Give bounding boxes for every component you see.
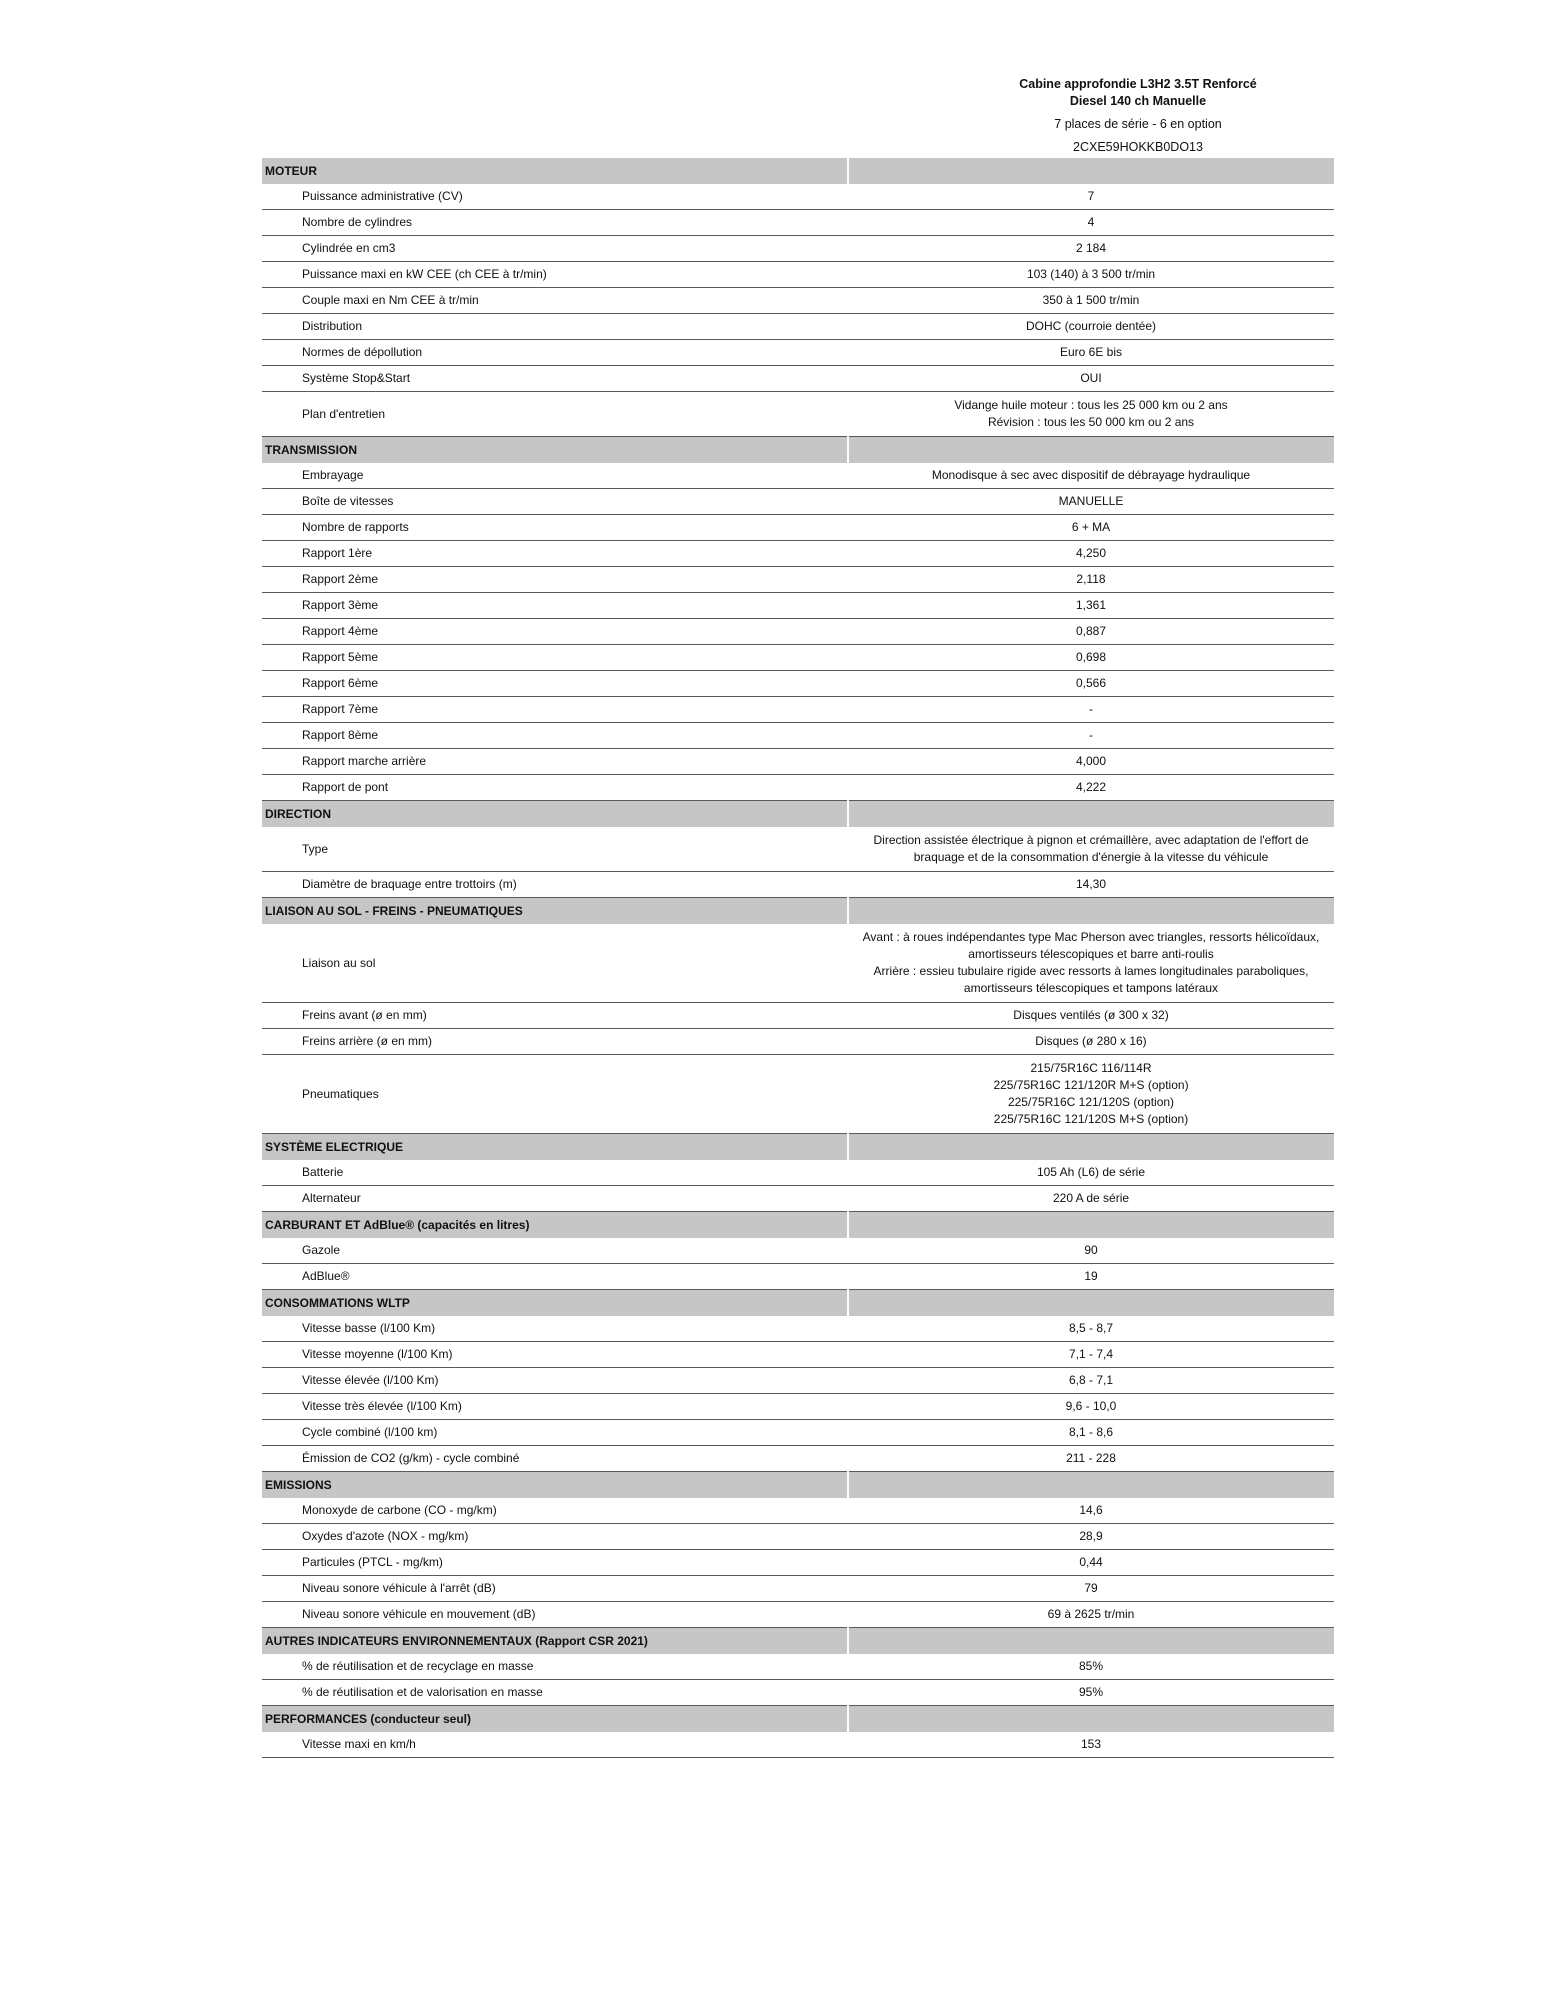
spec-label: Freins arrière (ø en mm)	[262, 1029, 848, 1055]
spec-value: Disques (ø 280 x 16)	[848, 1029, 1334, 1055]
section-header	[262, 898, 1334, 925]
spec-value: 0,887	[848, 619, 1334, 645]
spec-label: Rapport 2ème	[262, 567, 848, 593]
spec-label: Freins avant (ø en mm)	[262, 1003, 848, 1029]
spec-row	[262, 1003, 1334, 1029]
spec-label: Puissance administrative (CV)	[262, 184, 848, 210]
spec-label: Gazole	[262, 1238, 848, 1264]
spec-value: 350 à 1 500 tr/min	[848, 288, 1334, 314]
spec-value: 8,1 - 8,6	[848, 1420, 1334, 1446]
spec-value: Monodisque à sec avec dispositif de débrayage hydraulique	[848, 463, 1334, 489]
spec-label: Liaison au sol	[262, 924, 848, 1003]
spec-label: Diamètre de braquage entre trottoirs (m)	[262, 872, 848, 898]
spec-label: Niveau sonore véhicule en mouvement (dB)	[262, 1602, 848, 1628]
spec-row	[262, 1368, 1334, 1394]
section-title: AUTRES INDICATEURS ENVIRONNEMENTAUX (Rapport CSR 2021)	[262, 1628, 848, 1655]
spec-value: MANUELLE	[848, 489, 1334, 515]
spec-row	[262, 697, 1334, 723]
section-header-spacer	[848, 1706, 1334, 1733]
spec-row	[262, 671, 1334, 697]
spec-value: OUI	[848, 366, 1334, 392]
spec-value: 4,222	[848, 775, 1334, 801]
spec-label: Rapport 3ème	[262, 593, 848, 619]
section-header-spacer	[848, 1134, 1334, 1161]
spec-value: 6,8 - 7,1	[848, 1368, 1334, 1394]
spec-value: Avant : à roues indépendantes type Mac Pherson avec triangles, ressorts hélicoïdaux, amortisseurs télescopiques et barre anti-roulis Arrière : essieu tubulaire rigide avec ressorts à lames longitudinales paraboliques, amortisseurs télescopiques et tampons latéraux	[848, 924, 1334, 1003]
spec-row	[262, 288, 1334, 314]
spec-label: Puissance maxi en kW CEE (ch CEE à tr/min)	[262, 262, 848, 288]
spec-label: Boîte de vitesses	[262, 489, 848, 515]
spec-row	[262, 1446, 1334, 1472]
spec-value: 6 + MA	[848, 515, 1334, 541]
spec-label: Rapport 6ème	[262, 671, 848, 697]
spec-label: Embrayage	[262, 463, 848, 489]
spec-row	[262, 827, 1334, 872]
spec-row	[262, 1238, 1334, 1264]
section-header	[262, 1212, 1334, 1239]
spec-row	[262, 515, 1334, 541]
section-header	[262, 801, 1334, 828]
spec-label: Couple maxi en Nm CEE à tr/min	[262, 288, 848, 314]
spec-label: Cycle combiné (l/100 km)	[262, 1420, 848, 1446]
spec-value: 28,9	[848, 1524, 1334, 1550]
spec-row	[262, 723, 1334, 749]
spec-value: 105 Ah (L6) de série	[848, 1160, 1334, 1186]
spec-label: Monoxyde de carbone (CO - mg/km)	[262, 1498, 848, 1524]
spec-label: % de réutilisation et de valorisation en masse	[262, 1680, 848, 1706]
spec-row	[262, 1186, 1334, 1212]
section-header	[262, 158, 1334, 184]
vehicle-title-line2: Diesel 140 ch Manuelle	[1069, 94, 1207, 108]
spec-value: 79	[848, 1576, 1334, 1602]
section-header	[262, 437, 1334, 464]
section-header	[262, 1472, 1334, 1499]
spec-row	[262, 184, 1334, 210]
spec-value: 90	[848, 1238, 1334, 1264]
spec-label: Nombre de rapports	[262, 515, 848, 541]
section-title: PERFORMANCES (conducteur seul)	[262, 1706, 848, 1733]
spec-row	[262, 593, 1334, 619]
section-header	[262, 1290, 1334, 1317]
spec-row	[262, 1029, 1334, 1055]
spec-row	[262, 1576, 1334, 1602]
spec-row	[262, 1602, 1334, 1628]
spec-row	[262, 619, 1334, 645]
spec-row	[262, 366, 1334, 392]
spec-value: 4,250	[848, 541, 1334, 567]
spec-value: 0,698	[848, 645, 1334, 671]
spec-label: Normes de dépollution	[262, 340, 848, 366]
spec-value: 7,1 - 7,4	[848, 1342, 1334, 1368]
spec-value: 85%	[848, 1654, 1334, 1680]
spec-row	[262, 1550, 1334, 1576]
spec-value: 211 - 228	[848, 1446, 1334, 1472]
spec-label: Rapport 8ème	[262, 723, 848, 749]
spec-value: 1,361	[848, 593, 1334, 619]
spec-row	[262, 1316, 1334, 1342]
section-header	[262, 1134, 1334, 1161]
spec-label: Cylindrée en cm3	[262, 236, 848, 262]
spec-label: Oxydes d'azote (NOX - mg/km)	[262, 1524, 848, 1550]
spec-row	[262, 924, 1334, 1003]
spec-label: Pneumatiques	[262, 1055, 848, 1134]
spec-row	[262, 1524, 1334, 1550]
spec-value: 4	[848, 210, 1334, 236]
spec-value: 0,44	[848, 1550, 1334, 1576]
vehicle-title-line1: Cabine approfondie L3H2 3.5T Renforcé	[1019, 77, 1257, 91]
spec-value: Euro 6E bis	[848, 340, 1334, 366]
spec-label: Nombre de cylindres	[262, 210, 848, 236]
spec-value: 8,5 - 8,7	[848, 1316, 1334, 1342]
spec-label: Rapport 4ème	[262, 619, 848, 645]
spec-label: AdBlue®	[262, 1264, 848, 1290]
section-header-spacer	[848, 801, 1334, 828]
spec-label: Alternateur	[262, 1186, 848, 1212]
spec-label: Rapport 7ème	[262, 697, 848, 723]
spec-row	[262, 567, 1334, 593]
spec-value: 220 A de série	[848, 1186, 1334, 1212]
spec-row	[262, 1732, 1334, 1758]
specifications-table	[262, 158, 1334, 1758]
spec-row	[262, 314, 1334, 340]
spec-label: Rapport de pont	[262, 775, 848, 801]
spec-label: Niveau sonore véhicule à l'arrêt (dB)	[262, 1576, 848, 1602]
spec-value: 2,118	[848, 567, 1334, 593]
seats-info: 7 places de série - 6 en option	[1054, 117, 1222, 131]
spec-value: 153	[848, 1732, 1334, 1758]
spec-value: 0,566	[848, 671, 1334, 697]
spec-value: 9,6 - 10,0	[848, 1394, 1334, 1420]
spec-label: Vitesse basse (l/100 Km)	[262, 1316, 848, 1342]
spec-value: -	[848, 697, 1334, 723]
section-title: DIRECTION	[262, 801, 848, 828]
spec-value: 14,30	[848, 872, 1334, 898]
section-header	[262, 1706, 1334, 1733]
spec-row	[262, 262, 1334, 288]
section-header-spacer	[848, 158, 1334, 184]
spec-value: 7	[848, 184, 1334, 210]
spec-label: Type	[262, 827, 848, 872]
section-title: SYSTÈME ELECTRIQUE	[262, 1134, 848, 1161]
spec-label: Vitesse élevée (l/100 Km)	[262, 1368, 848, 1394]
section-header-spacer	[848, 1212, 1334, 1239]
spec-row	[262, 749, 1334, 775]
spec-row	[262, 463, 1334, 489]
spec-label: Rapport 1ère	[262, 541, 848, 567]
section-title: CARBURANT ET AdBlue® (capacités en litres)	[262, 1212, 848, 1239]
spec-label: Plan d'entretien	[262, 392, 848, 437]
spec-value: Vidange huile moteur : tous les 25 000 km ou 2 ans Révision : tous les 50 000 km ou 2 ans	[848, 392, 1334, 437]
spec-label: Système Stop&Start	[262, 366, 848, 392]
section-header	[262, 1628, 1334, 1655]
section-header-spacer	[848, 1628, 1334, 1655]
spec-value: 2 184	[848, 236, 1334, 262]
spec-row	[262, 489, 1334, 515]
section-header-spacer	[848, 437, 1334, 464]
spec-value: 19	[848, 1264, 1334, 1290]
spec-value: 215/75R16C 116/114R 225/75R16C 121/120R M+S (option) 225/75R16C 121/120S (option) 225/75R16C 121/120S M+S (option)	[848, 1055, 1334, 1134]
spec-row	[262, 1654, 1334, 1680]
spec-row	[262, 775, 1334, 801]
section-title: MOTEUR	[262, 158, 848, 184]
spec-value: 4,000	[848, 749, 1334, 775]
specifications-body	[262, 158, 1334, 1758]
spec-value: Direction assistée électrique à pignon et crémaillère, avec adaptation de l'effort de braquage et de la consommation d'énergie à la vitesse du véhicule	[848, 827, 1334, 872]
spec-label: Émission de CO2 (g/km) - cycle combiné	[262, 1446, 848, 1472]
spec-row	[262, 1394, 1334, 1420]
spec-label: Rapport marche arrière	[262, 749, 848, 775]
spec-label: % de réutilisation et de recyclage en masse	[262, 1654, 848, 1680]
spec-row	[262, 210, 1334, 236]
section-title: EMISSIONS	[262, 1472, 848, 1499]
spec-label: Vitesse très élevée (l/100 Km)	[262, 1394, 848, 1420]
version-code: 2CXE59HOKKB0DO13	[1073, 140, 1203, 154]
spec-value: 14,6	[848, 1498, 1334, 1524]
section-title: LIAISON AU SOL - FREINS - PNEUMATIQUES	[262, 898, 848, 925]
spec-row	[262, 392, 1334, 437]
spec-value: 69 à 2625 tr/min	[848, 1602, 1334, 1628]
spec-row	[262, 872, 1334, 898]
spec-label: Batterie	[262, 1160, 848, 1186]
spec-value: Disques ventilés (ø 300 x 32)	[848, 1003, 1334, 1029]
spec-value: -	[848, 723, 1334, 749]
spec-value: 95%	[848, 1680, 1334, 1706]
section-header-spacer	[848, 898, 1334, 925]
spec-row	[262, 236, 1334, 262]
spec-label: Vitesse maxi en km/h	[262, 1732, 848, 1758]
spec-row	[262, 340, 1334, 366]
spec-label: Rapport 5ème	[262, 645, 848, 671]
spec-row	[262, 541, 1334, 567]
spec-value: 103 (140) à 3 500 tr/min	[848, 262, 1334, 288]
spec-row	[262, 645, 1334, 671]
section-header-spacer	[848, 1472, 1334, 1499]
spec-row	[262, 1160, 1334, 1186]
spec-row	[262, 1680, 1334, 1706]
section-title: CONSOMMATIONS WLTP	[262, 1290, 848, 1317]
spec-value: DOHC (courroie dentée)	[848, 314, 1334, 340]
spec-row	[262, 1264, 1334, 1290]
spec-row	[262, 1420, 1334, 1446]
spec-row	[262, 1498, 1334, 1524]
spec-label: Particules (PTCL - mg/km)	[262, 1550, 848, 1576]
section-header-spacer	[848, 1290, 1334, 1317]
section-title: TRANSMISSION	[262, 437, 848, 464]
spec-row	[262, 1055, 1334, 1134]
spec-row	[262, 1342, 1334, 1368]
spec-label: Distribution	[262, 314, 848, 340]
spec-label: Vitesse moyenne (l/100 Km)	[262, 1342, 848, 1368]
